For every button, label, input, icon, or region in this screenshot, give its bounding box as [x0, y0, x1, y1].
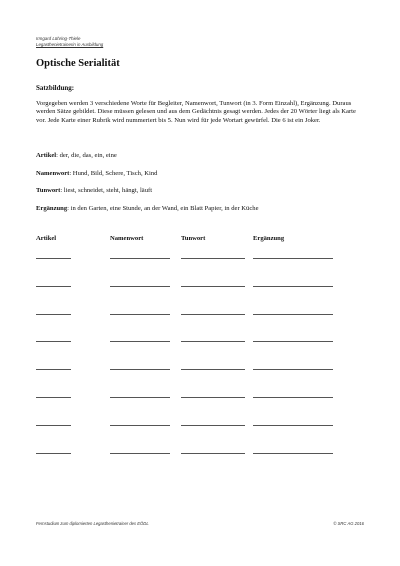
field-ergaenzung: [36, 205, 259, 212]
blank-line-namenwort: [110, 258, 170, 259]
blank-line-artikel: [36, 341, 71, 342]
blank-line-ergaenzung: [253, 425, 333, 426]
blank-line-artikel: [36, 397, 71, 398]
blank-line-namenwort: [110, 314, 170, 315]
blank-line-ergaenzung: [253, 258, 333, 259]
blank-line-tunwort: [181, 369, 245, 370]
blank-line-namenwort: [110, 286, 170, 287]
blank-line-artikel: [36, 369, 71, 370]
blank-line-tunwort: [181, 341, 245, 342]
field-value: : der, die, das, ein, eine: [56, 152, 117, 159]
page-title: Optische Serialität: [36, 58, 120, 69]
blank-line-ergaenzung: [253, 341, 333, 342]
blank-line-namenwort: [110, 425, 170, 426]
blank-line-tunwort: [181, 286, 245, 287]
blank-line-ergaenzung: [253, 286, 333, 287]
field-label: Tunwort: [36, 187, 61, 194]
blank-line-artikel: [36, 258, 71, 259]
blank-line-tunwort: [181, 425, 245, 426]
column-header-namenwort: Namenwort: [110, 235, 144, 242]
field-namenwort: [36, 170, 157, 177]
blank-line-namenwort: [110, 453, 170, 454]
blank-line-namenwort: [110, 369, 170, 370]
field-artikel: [36, 152, 117, 159]
blank-line-namenwort: [110, 397, 170, 398]
blank-line-ergaenzung: [253, 369, 333, 370]
blank-line-artikel: [36, 286, 71, 287]
blank-line-ergaenzung: [253, 453, 333, 454]
section-heading: Satzbildung:: [36, 84, 75, 92]
blank-line-tunwort: [181, 314, 245, 315]
document-header: [36, 36, 103, 48]
blank-line-tunwort: [181, 258, 245, 259]
field-tunwort: [36, 187, 152, 194]
field-value: : Hund, Bild, Schere, Tisch, Kind: [69, 170, 158, 177]
column-header-ergaenzung: Ergänzung: [253, 235, 285, 242]
blank-line-ergaenzung: [253, 314, 333, 315]
blank-line-artikel: [36, 453, 71, 454]
author-name: Irmgard Lühring-Thiele: [36, 36, 81, 41]
blank-line-namenwort: [110, 341, 170, 342]
column-header-tunwort: Tunwort: [181, 235, 206, 242]
blank-line-ergaenzung: [253, 397, 333, 398]
field-label: Namenwort: [36, 170, 70, 177]
field-label: Ergänzung: [36, 205, 68, 212]
column-header-artikel: Artikel: [36, 235, 57, 242]
author-role: Legasthenietrainerin in Ausbildung: [36, 42, 104, 47]
footer-left: Fernstudium zum diplomierten Legasthenietrainer des EÖDL: [36, 521, 149, 526]
footer-right: © SRC AG 2016: [333, 521, 364, 526]
blank-line-tunwort: [181, 453, 245, 454]
field-value: : liest, schneidet, steht, hängt, läuft: [60, 187, 153, 194]
field-value: : in den Garten, eine Stunde, an der Wand, ein Blatt Papier, in der Küche: [67, 205, 259, 212]
blank-line-artikel: [36, 314, 71, 315]
intro-paragraph: Vorgegeben werden 3 verschiedene Worte für Begleiter, Namenwort, Tunwort (in 3. Form Einzahl), Ergänzung. Duraus werden Sätze gebildet. Diese müssen gelesen und aus dem Gedächtnis gesagt werden. Jedes der 20 Wörter liegt als Karte vor. Jede Karte einer Rubrik wird nummeriert bis 5. Nun wird für jede Wortart gewürfel. Die 6 ist ein Joker.: [36, 100, 356, 124]
blank-line-tunwort: [181, 397, 245, 398]
field-label: Artikel: [36, 152, 57, 159]
blank-line-artikel: [36, 425, 71, 426]
